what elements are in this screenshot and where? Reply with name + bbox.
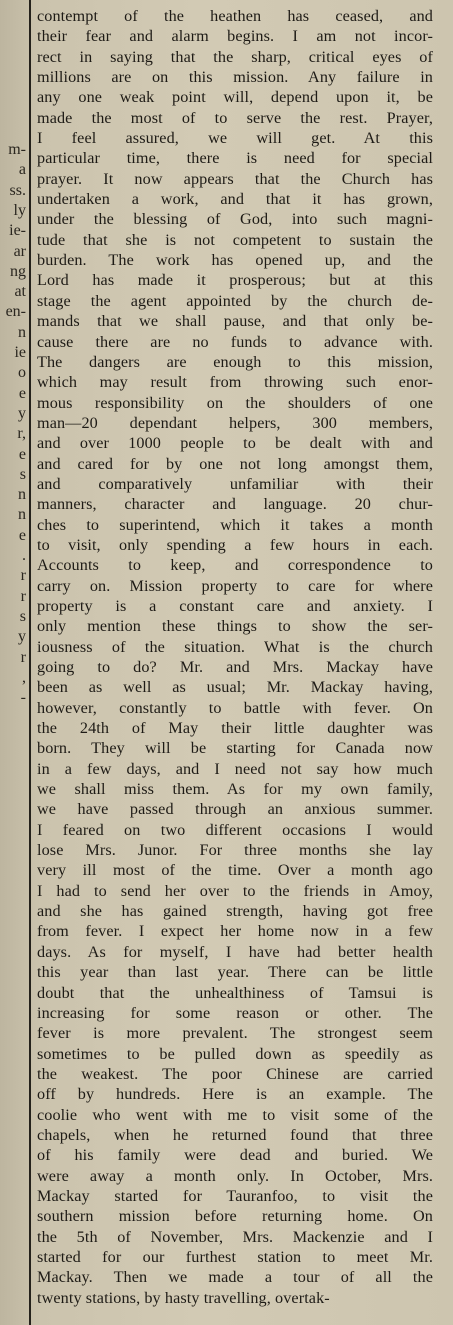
text-line: from fever. I expect her home now in a few [37, 922, 433, 941]
text-line: any one weak point will, depend upon it, be [37, 88, 433, 107]
text-line: Accounts to keep, and correspondence to [37, 556, 433, 575]
text-line: the 5th of November, Mrs. Mackenzie and I [37, 1227, 433, 1246]
column-rule [29, 0, 31, 1325]
text-line: Mackay started for Tauranfoo, to visit the [37, 1186, 433, 1205]
text-line: tude that she is not competent to sustain the [37, 230, 433, 249]
text-line: and comparatively unfamiliar with their [37, 474, 433, 493]
text-line: stage the agent appointed by the church de- [37, 291, 433, 310]
text-line: and she has gained strength, having got free [37, 902, 433, 921]
left-column-fragment: y [18, 404, 26, 422]
text-line: the 24th of May their little daughter was [37, 719, 433, 738]
text-line: their fear and alarm begins. I am not incor- [37, 27, 433, 46]
text-line: Lord has made it prosperous; but at this [37, 271, 433, 290]
left-column-fragment: n [18, 486, 26, 504]
text-line: chapels, when he returned found that three [37, 1125, 433, 1144]
text-line: under the blessing of God, into such magni- [37, 210, 433, 229]
left-column-fragment: ar [13, 242, 26, 260]
text-line: very ill most of the time. Over a month ago [37, 861, 433, 880]
text-line: been as well as usual; Mr. Mackay having, [37, 678, 433, 697]
text-line: were away a month only. In October, Mrs. [37, 1166, 433, 1185]
text-line: carry on. Mission property to care for where [37, 576, 433, 595]
text-line: born. They will be starting for Canada now [37, 739, 433, 758]
left-column-fragment: m- [8, 141, 26, 158]
text-line: twenty stations, by hasty travelling, overtak- [37, 1288, 330, 1307]
left-column-fragment: ie- [9, 222, 26, 240]
text-line: and cared for by one not long amongst them, [37, 454, 433, 473]
text-line: started for our furthest station to meet Mr. [37, 1247, 433, 1266]
left-column-fragment: ng [10, 262, 26, 280]
left-column-fragment: ss. [9, 181, 26, 199]
text-line: undertaken a work, and that it has grown, [37, 190, 433, 209]
text-line: this year than last year. There can be little [37, 963, 433, 982]
left-column-fragment: a [18, 161, 26, 179]
left-column-fragment: , [22, 668, 26, 686]
left-column-fragment: s [19, 465, 26, 483]
left-column-fragment: r [20, 567, 26, 585]
left-column-fragment: e [18, 445, 26, 463]
text-line: manners, character and language. 20 chur- [37, 495, 433, 514]
text-line: only mention these things to show the ser- [37, 617, 433, 636]
left-column-fragment: en- [5, 303, 26, 321]
text-line: iousness of the situation. What is the church [37, 637, 433, 656]
left-column-fragment: n [18, 323, 26, 341]
left-column-fragment: o [18, 364, 26, 382]
left-column-fragment: n [18, 506, 26, 524]
text-line: millions are on this mission. Any failure in [37, 68, 433, 87]
text-line: lose Mrs. Junor. For three months she lay [37, 841, 433, 860]
text-line: I feared on two different occasions I would [37, 820, 433, 839]
left-column-fragment: - [20, 689, 26, 707]
text-line: the weakest. The poor Chinese are carried [37, 1064, 433, 1083]
left-column-fragment: . [22, 547, 26, 564]
text-line: prayer. It now appears that the Church has [37, 169, 433, 188]
text-line: fever is more prevalent. The strongest seem [37, 1024, 433, 1043]
left-column-fragment: ly [13, 201, 26, 219]
left-column-fragment: r, [17, 425, 26, 443]
text-line: sometimes to be pulled down as speedily as [37, 1044, 433, 1063]
text-line: burden. The work has opened up, and the [37, 251, 433, 270]
text-line: man—20 dependant helpers, 300 members, [37, 413, 433, 432]
text-line: cause there are no funds to advance with. [37, 332, 433, 351]
article-column [37, 6, 433, 1308]
text-line: however, constantly to battle with fever. On [37, 698, 433, 717]
text-line: I feel assured, we will get. At this [37, 129, 433, 148]
text-line: ches to superintend, which it takes a month [37, 515, 433, 534]
text-line: which may result from throwing such enor- [37, 373, 433, 392]
text-line: particular time, there is need for special [37, 149, 433, 168]
text-line: we have passed through an anxious summer. [37, 800, 433, 819]
text-line: The dangers are enough to this mission, [37, 352, 433, 371]
text-line: going to do? Mr. and Mrs. Mackay have [37, 658, 433, 676]
left-column-fragment: e [18, 526, 26, 544]
text-line: and over 1000 people to be dealt with and [37, 434, 433, 453]
text-line: mands that we shall pause, and that only be- [37, 312, 433, 331]
text-line: rect in saying that the sharp, critical eyes of [37, 47, 433, 66]
left-column-fragment: at [14, 283, 26, 301]
text-line: doubt that the unhealthiness of Tamsui is [37, 983, 433, 1002]
text-line: increasing for some reason or other. The [37, 1003, 433, 1022]
left-column-fragment: r [20, 648, 26, 666]
text-line: off by hundreds. Here is an example. The [37, 1085, 433, 1104]
text-line: in a few days, and I need not say how much [37, 759, 433, 778]
text-line: property is a constant care and anxiety. I [37, 596, 433, 615]
text-line: contempt of the heathen has ceased, and [37, 7, 433, 25]
text-line: I had to send her over to the friends in Amoy, [37, 881, 433, 900]
text-line: made the most of to serve the rest. Prayer, [37, 108, 433, 127]
left-column-fragments [0, 0, 26, 1325]
left-column-fragment: y [18, 628, 26, 646]
left-column-fragment: e [18, 384, 26, 402]
text-line: coolie who went with me to visit some of the [37, 1105, 433, 1124]
text-line: to visit, only spending a few hours in each. [37, 535, 433, 554]
text-line: southern mission before returning home. On [37, 1207, 433, 1226]
text-line: days. As for myself, I have had better health [37, 942, 433, 961]
text-line: Mackay. Then we made a tour of all the [37, 1268, 433, 1287]
left-column-fragment: ie [14, 344, 26, 361]
text-line: of his family were dead and buried. We [37, 1146, 433, 1165]
left-column-fragment: s [19, 607, 26, 625]
left-column-fragment: r [20, 587, 26, 605]
text-line: mous responsibility on the shoulders of one [37, 393, 433, 412]
text-line: we shall miss them. As for my own family, [37, 780, 433, 799]
